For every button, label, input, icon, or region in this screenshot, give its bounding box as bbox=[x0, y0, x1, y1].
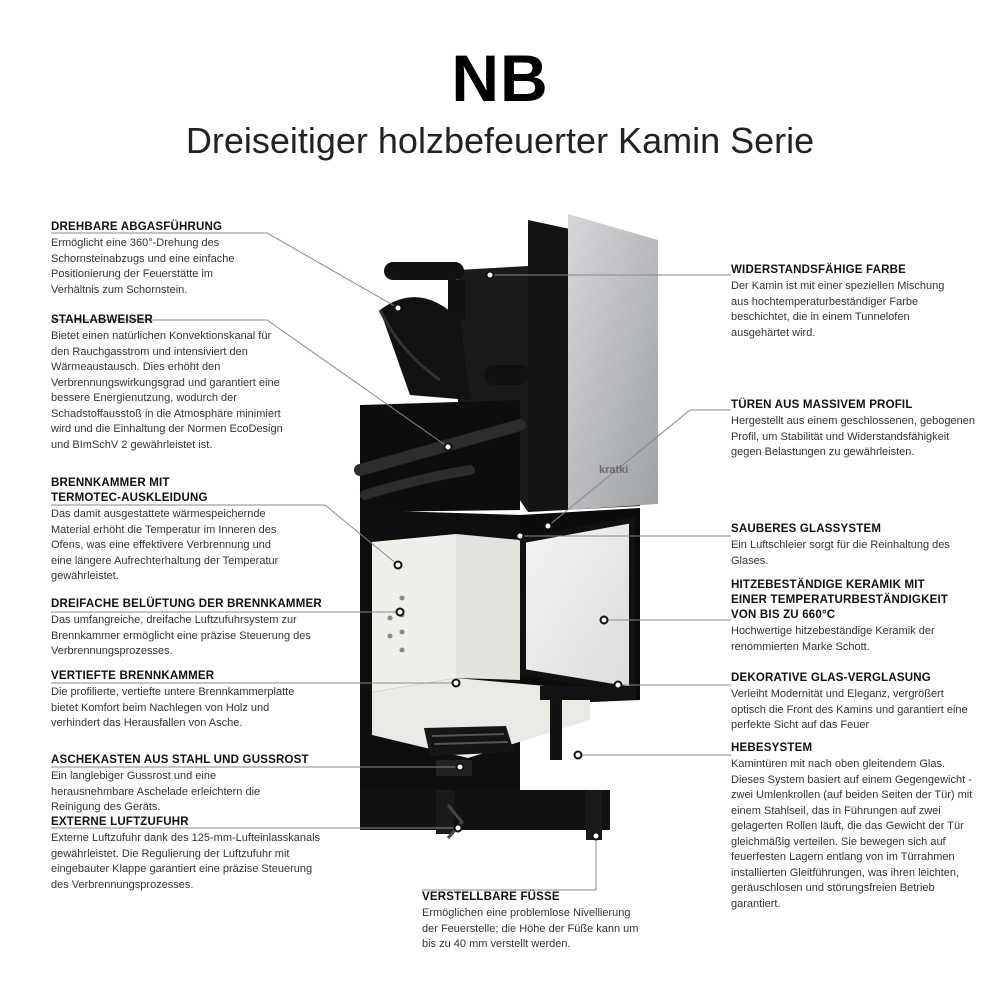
feature-title: WIDERSTANDSFÄHIGE FARBE bbox=[731, 264, 906, 276]
feature-text: Ermöglichen eine problemlose Nivellierung der Feuerstelle; die Höhe der Füße kann um bis zu 40 mm verstellt werden. bbox=[422, 907, 639, 950]
feature-externe bbox=[51, 815, 326, 893]
feature-drehbare bbox=[51, 220, 326, 298]
feature-keramik bbox=[731, 578, 989, 655]
feature-title: HITZEBESTÄNDIGE KERAMIK MIT EINER TEMPERATURBESTÄNDIGKEIT VON BIS ZU 660°C bbox=[731, 579, 949, 621]
feature-text: Die profilierte, vertiefte untere Brennkammerplatte bietet Komfort beim Nachlegen von Holz und verhindert das Herausfallen von Asche. bbox=[51, 686, 295, 729]
feature-text: Ein langlebiger Gussrost und eine herausnehmbare Aschelade erleichtern die Reinigung des Geräts. bbox=[51, 770, 261, 813]
feature-tueren bbox=[731, 398, 989, 461]
feature-title: EXTERNE LUFTZUFUHR bbox=[51, 816, 189, 828]
feature-title: STAHLABWEISER bbox=[51, 314, 154, 326]
feature-text: Hochwertige hitzebeständige Keramik der renommierten Marke Schott. bbox=[731, 625, 935, 653]
feature-text: Externe Luftzufuhr dank des 125-mm-Lufteinlasskanals gewährleistet. Die Regulierung der Luftzufuhr mit eingebauter Klappe garantiert eine präzise Steuerung des Verbrennungsprozesses. bbox=[51, 832, 321, 891]
feature-title: DREHBARE ABGASFÜHRUNG bbox=[51, 221, 223, 233]
feature-text: Ermöglicht eine 360°-Drehung des Schornsteinabzugs und eine einfache Positionierung der Feuerstätte im Verhältnis zum Schornstein. bbox=[51, 237, 235, 296]
feature-text: Kamintüren mit nach oben gleitendem Glas. Dieses System basiert auf einem Gegengewicht - zwei Umlenkrollen (auf beiden Seiten der Tür) mit einem Stahlseil, das in Führungen auf zwei gelagerten Rollen läuft, die das Gewicht der Tür gleichmäßig verteilen. Sie bewegen sich auf feuerfesten Lagern entlang von im Türrahmen installierten Gleitführungen, was ihren leichten, geräuschlosen und störungsfreien Betrieb garantiert. bbox=[731, 758, 973, 910]
feature-brennkammer bbox=[51, 476, 326, 585]
page-subtitle: Dreiseitiger holzbefeuerter Kamin Serie bbox=[185, 120, 815, 161]
feature-text: Der Kamin ist mit einer speziellen Mischung aus hochtemperaturbeständiger Farbe beschichtet, die in einem Tunnelofen ausgehärtet wird. bbox=[731, 280, 945, 339]
feature-text: Ein Luftschleier sorgt für die Reinhaltung des Glases. bbox=[731, 539, 950, 567]
feature-text: Hergestellt aus einem geschlossenen, gebogenen Profil, um Stabilität und Widerstandsfähigkeit gegen Belastungen zu gewährleisten. bbox=[731, 415, 975, 458]
feature-title: ASCHEKASTEN AUS STAHL UND GUSSROST bbox=[51, 754, 309, 766]
feature-belueftung bbox=[51, 597, 326, 660]
feature-title: VERTIEFTE BRENNKAMMER bbox=[51, 670, 215, 682]
feature-title: DREIFACHE BELÜFTUNG DER BRENNKAMMER bbox=[51, 598, 322, 610]
feature-farbe bbox=[731, 263, 989, 341]
feature-text: Bietet einen natürlichen Konvektionskanal für den Rauchgasstrom und intensiviert den Wärmeaustausch. Dies erhöht den Verbrennungswirkungsgrad und garantiert eine bessere Energienutzung, wodurch der Schadstoffausstoß in die Atmosphäre minimiert wird und die Einhaltung der Normen EcoDesign und BImSchV 2 gewährleistet ist. bbox=[51, 330, 283, 451]
feature-title: SAUBERES GLASSYSTEM bbox=[731, 523, 882, 535]
feature-text: Verleiht Modernität und Eleganz, vergrößert optisch die Front des Kamins und garantiert eine perfekte Sicht auf das Feuer bbox=[731, 688, 968, 731]
feature-verstellbare bbox=[422, 890, 652, 953]
feature-verglasung bbox=[731, 671, 989, 734]
feature-title: TÜREN AUS MASSIVEM PROFIL bbox=[731, 399, 913, 411]
feature-glassystem bbox=[731, 522, 989, 569]
feature-vertiefte bbox=[51, 669, 326, 732]
feature-title: DEKORATIVE GLAS-VERGLASUNG bbox=[731, 672, 931, 684]
feature-stahlabweiser bbox=[51, 313, 326, 453]
page-title: NB bbox=[451, 41, 549, 115]
feature-text: Das umfangreiche, dreifache Luftzufuhrsystem zur Brennkammer ermöglicht eine präzise Steuerung des Verbrennungsprozesses. bbox=[51, 614, 311, 657]
brand-logo: kratki bbox=[599, 464, 629, 476]
feature-title: VERSTELLBARE FÜSSE bbox=[422, 891, 560, 903]
feature-title: HEBESYSTEM bbox=[731, 742, 813, 754]
feature-aschekasten bbox=[51, 753, 326, 816]
feature-text: Das damit ausgestattete wärmespeichernde Material erhöht die Temperatur im Inneren des Ofens, was eine effektivere Verbrennung und eine längere Aufrechterhaltung der Temperatur gewährleistet. bbox=[51, 508, 279, 582]
feature-hebesystem bbox=[731, 741, 989, 912]
feature-title: BRENNKAMMER MIT TERMOTEC-AUSKLEIDUNG bbox=[51, 477, 208, 504]
upper-body bbox=[360, 400, 520, 512]
